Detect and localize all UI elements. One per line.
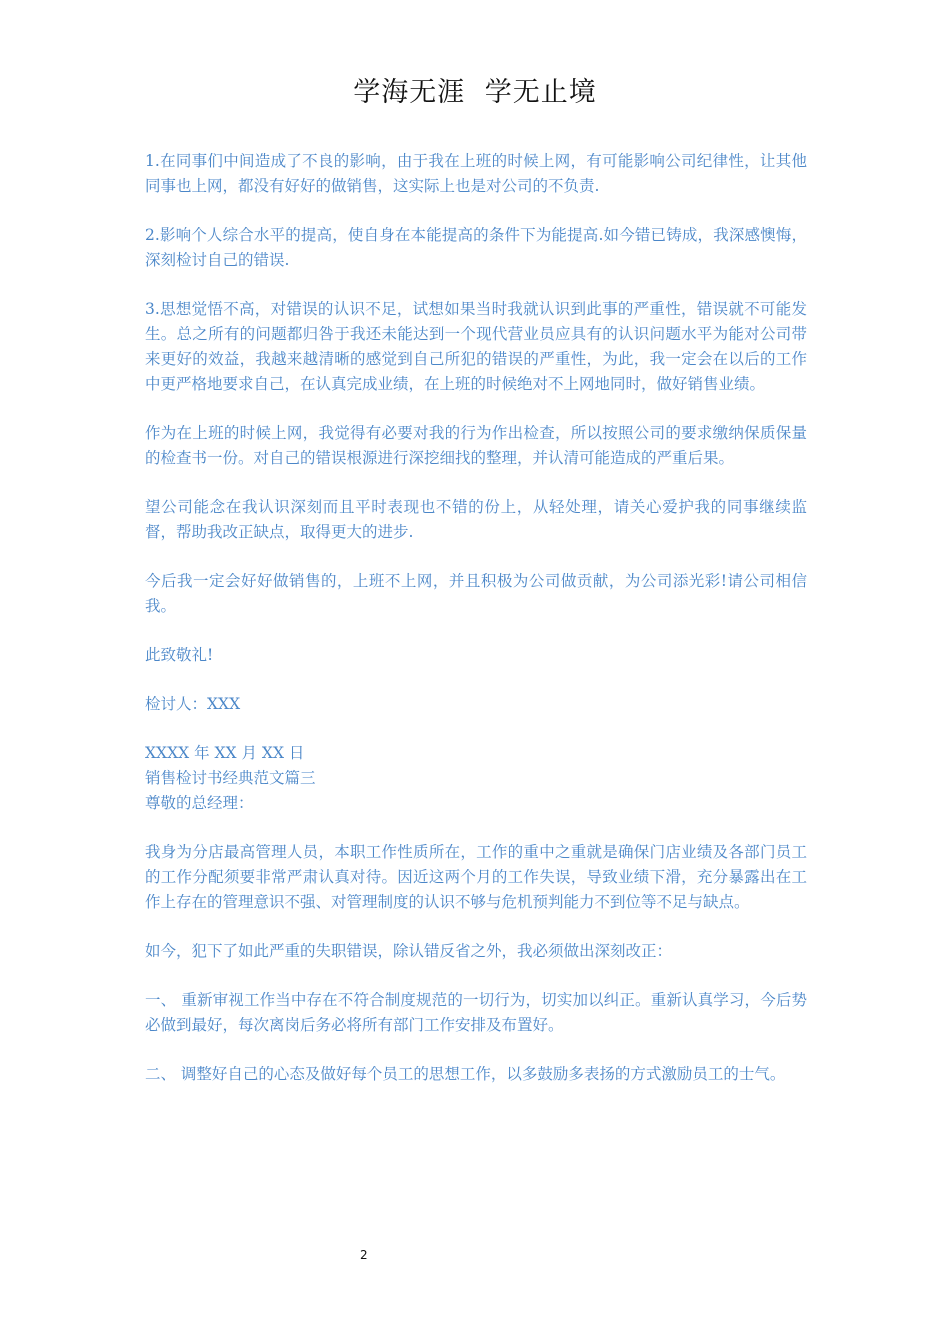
- document-body: [145, 149, 807, 1111]
- page-number: 2: [360, 1248, 368, 1262]
- paragraph-point-1: 1.在同事们中间造成了不良的影响，由于我在上班的时候上网，有可能影响公司纪律性，让其他同事也上网，都没有好好的做销售，这实际上也是对公司的不负责.: [145, 152, 807, 195]
- paragraph-measure-2: 二、 调整好自己的心态及做好每个员工的思想工作，以多鼓励多表扬的方式激励员工的士气。: [145, 1065, 786, 1083]
- salutation: 尊敬的总经理：: [145, 794, 254, 812]
- closing-salute: 此致敬礼!: [145, 646, 214, 664]
- paragraph-request-leniency: 望公司能念在我认识深刻而且平时表现也不错的份上，从轻处理，请关心爱护我的同事继续监督，帮助我改正缺点，取得更大的进步.: [145, 498, 807, 541]
- paragraph-point-3: 3.思想觉悟不高，对错误的认识不足，试想如果当时我就认识到此事的严重性，错误就不可能发生。总之所有的问题都归咎于我还未能达到一个现代营业员应具有的认识问题水平为能对公司带来更好的效益，我越来越清晰的感觉到自己所犯的错误的严重性，为此，我一定会在以后的工作中更严格地要求自己，在认真完成业绩，在上班的时候绝对不上网地同时，做好销售业绩。: [145, 300, 807, 393]
- page-header-title: 学海无涯 学无止境: [353, 77, 597, 108]
- paragraph-point-2: 2.影响个人综合水平的提高，使自身在本能提高的条件下为能提高.如今错已铸成，我深感懊悔，深刻检讨自己的错误.: [145, 226, 807, 269]
- paragraph-measure-1: 一、 重新审视工作当中存在不符合制度规范的一切行为，切实加以纠正。重新认真学习，今后势必做到最好，每次离岗后务必将所有部门工作安排及布置好。: [145, 991, 807, 1034]
- paragraph-manager-intro: 我身为分店最高管理人员，本职工作性质所在，工作的重中之重就是确保门店业绩及各部门员工的工作分配须要非常严肃认真对待。因近这两个月的工作失误，导致业绩下滑，充分暴露出在工作上存在的管理意识不强、对管理制度的认识不够与危机预判能力不到位等不足与缺点。: [145, 843, 807, 911]
- paragraph-self-review: 作为在上班的时候上网，我觉得有必要对我的行为作出检查，所以按照公司的要求缴纳保质保量的检查书一份。对自己的错误根源进行深挖细找的整理，并认清可能造成的严重后果。: [145, 424, 807, 467]
- signature-line: 检讨人：XXX: [145, 695, 241, 713]
- paragraph-correction-intro: 如今，犯下了如此严重的失职错误，除认错反省之外，我必须做出深刻改正：: [145, 942, 673, 960]
- date-line: XXXX 年 XX 月 XX 日: [145, 744, 305, 762]
- section-title: 销售检讨书经典范文篇三: [145, 769, 316, 787]
- paragraph-promise: 今后我一定会好好做销售的，上班不上网，并且积极为公司做贡献，为公司添光彩!请公司相信我。: [145, 572, 807, 615]
